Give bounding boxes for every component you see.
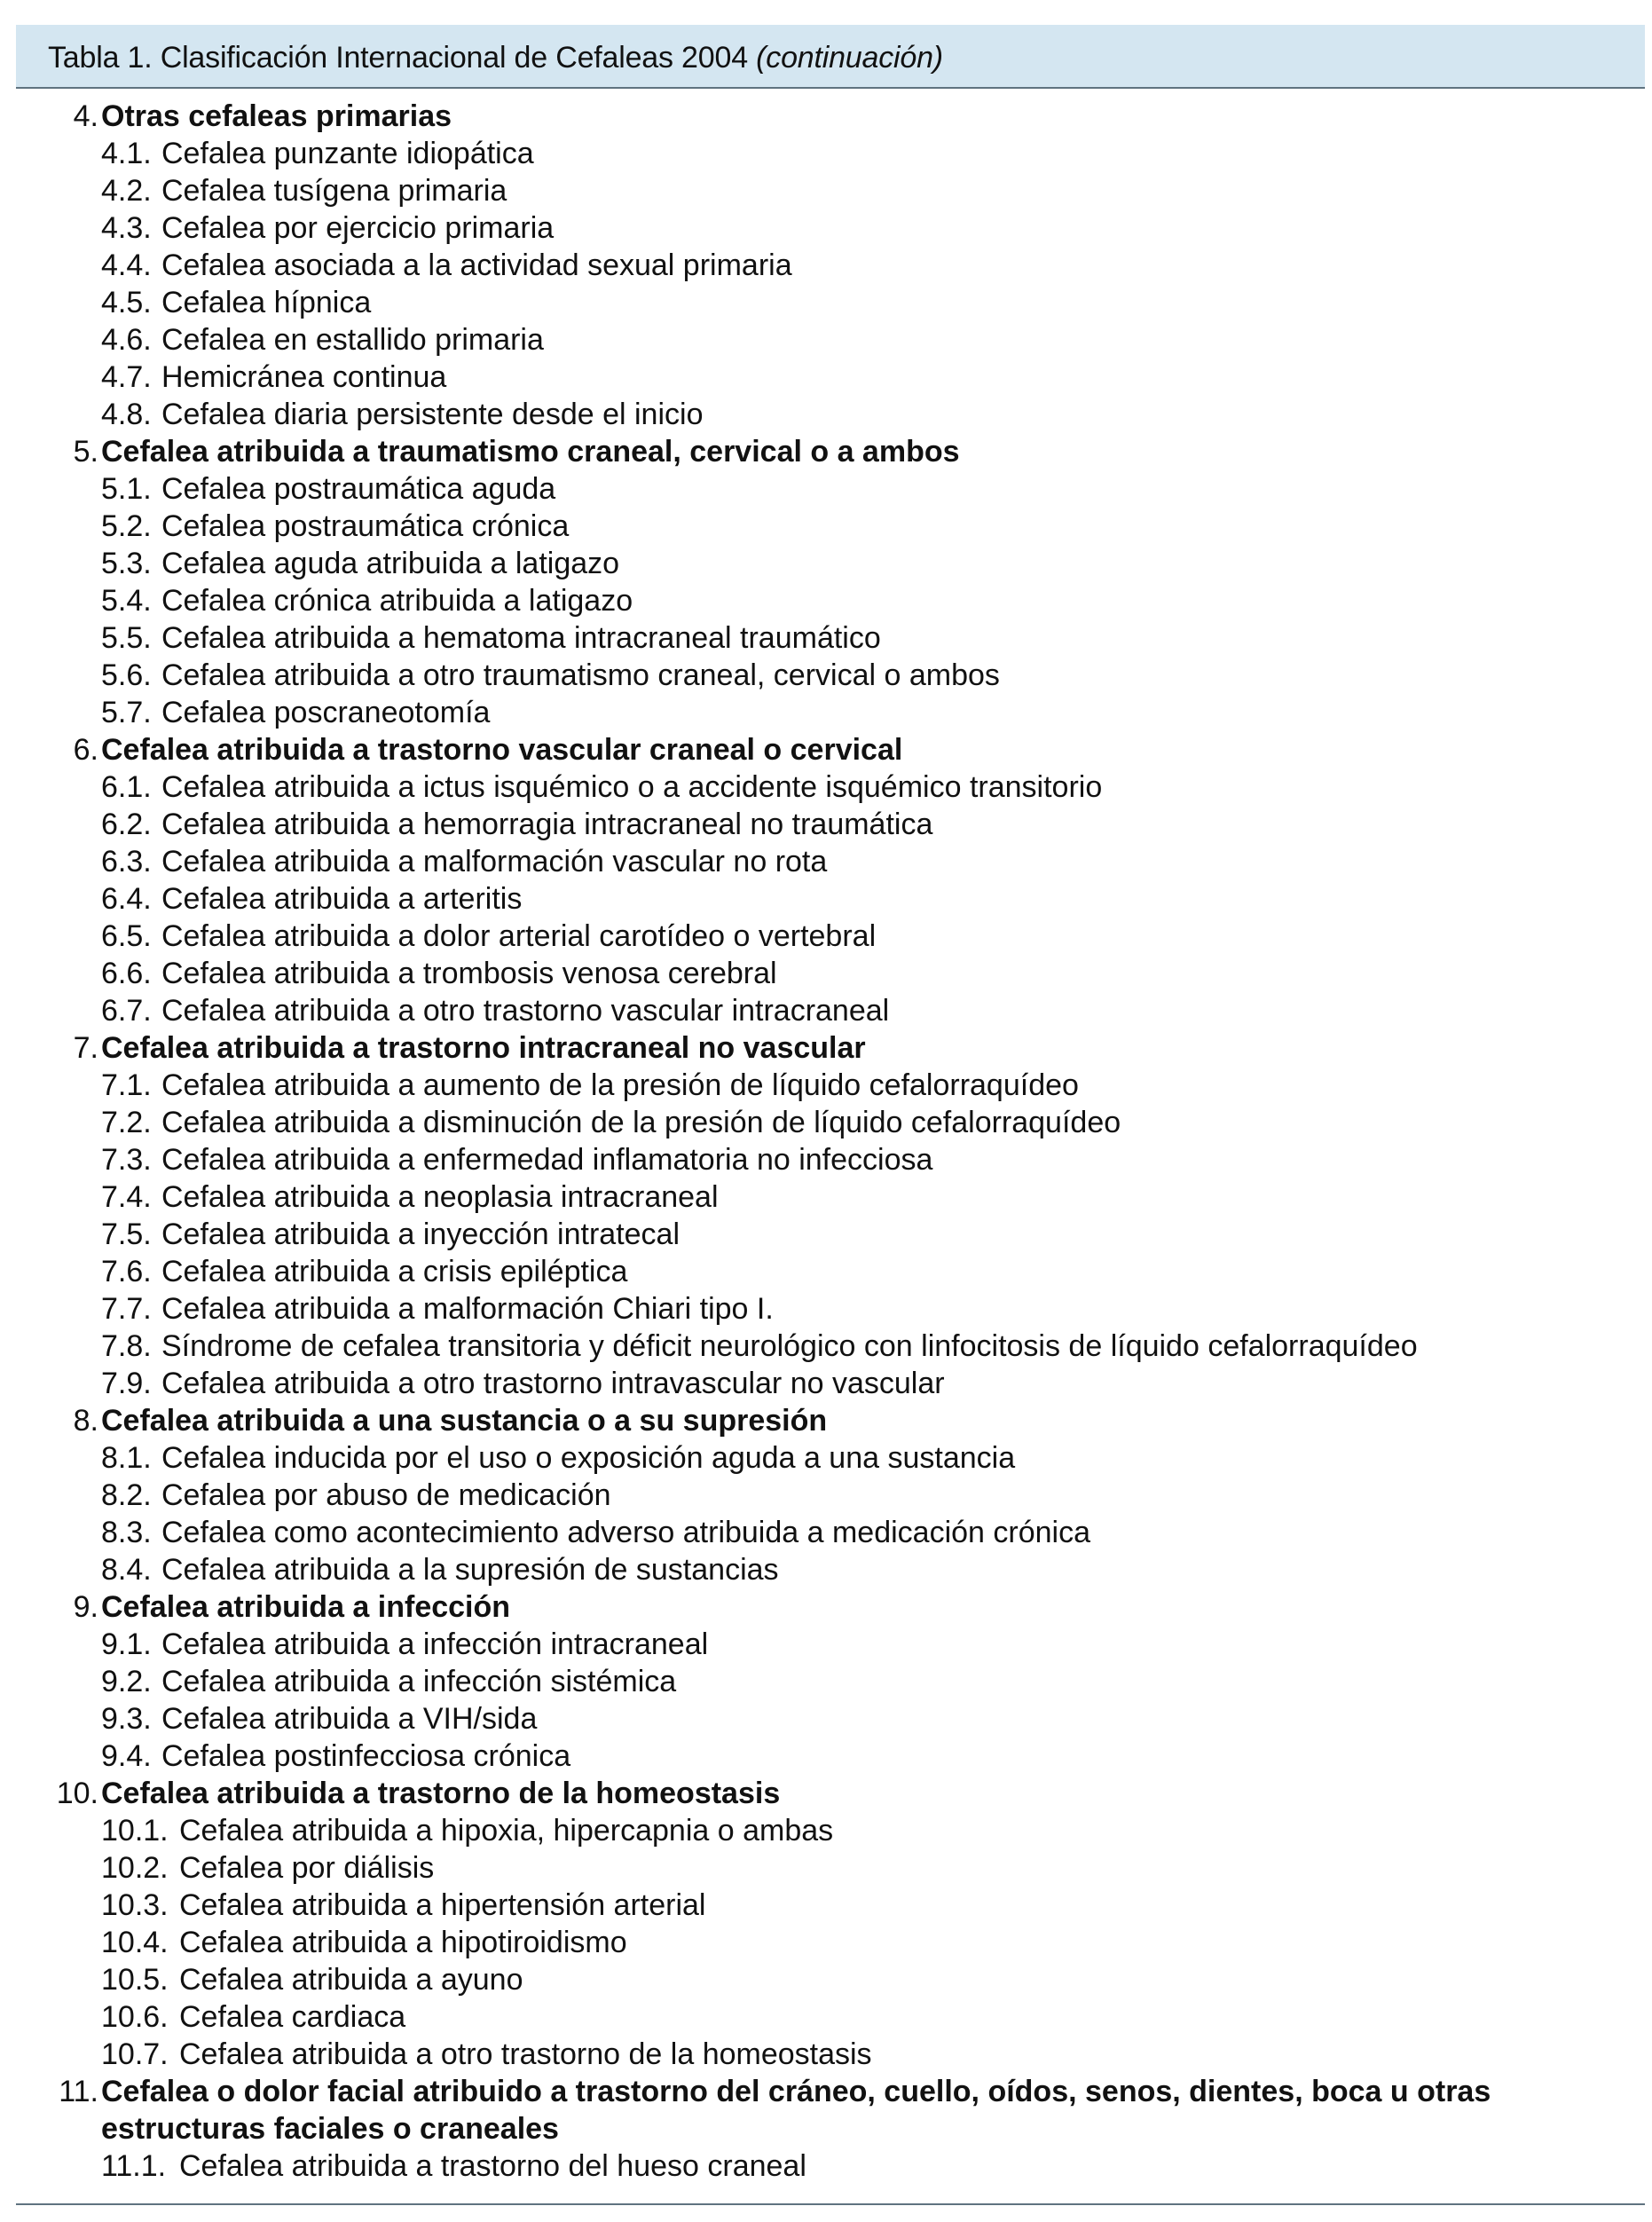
list-item bbox=[16, 806, 1645, 843]
table-continuation: (continuación) bbox=[756, 41, 943, 75]
item-text: Cefalea inducida por el uso o exposición aguda a una sustancia bbox=[161, 1441, 1016, 1475]
list-item bbox=[16, 2036, 1645, 2073]
section bbox=[16, 1029, 1645, 1402]
item-number: 7.1. bbox=[101, 1068, 152, 1102]
list-item bbox=[16, 955, 1645, 992]
list-item bbox=[16, 1514, 1645, 1551]
item-number: 10.3. bbox=[101, 1888, 169, 1922]
item-number: 5.7. bbox=[101, 696, 152, 729]
item-text: Cefalea poscraneotomía bbox=[161, 696, 491, 729]
item-number: 9.2. bbox=[101, 1665, 152, 1698]
list-item bbox=[16, 1439, 1645, 1477]
section bbox=[16, 731, 1645, 1029]
item-text: Cefalea atribuida a infección intracraneal bbox=[161, 1627, 709, 1661]
item-number: 6.6. bbox=[101, 957, 152, 990]
item-number: 5.5. bbox=[101, 621, 152, 655]
item-number: 8.3. bbox=[101, 1516, 152, 1549]
section-heading bbox=[16, 1775, 1645, 1812]
item-number: 9.4. bbox=[101, 1739, 152, 1773]
list-item bbox=[16, 992, 1645, 1029]
item-number: 8.1. bbox=[101, 1441, 152, 1475]
item-text: Cefalea postraumática aguda bbox=[161, 472, 556, 506]
list-item bbox=[16, 396, 1645, 433]
item-number: 7.3. bbox=[101, 1143, 152, 1177]
item-text: Cefalea atribuida a enfermedad inflamatoria no infecciosa bbox=[161, 1143, 933, 1177]
section-number: 6. bbox=[73, 733, 98, 767]
list-item bbox=[16, 1178, 1645, 1216]
list-item bbox=[16, 843, 1645, 880]
list-item bbox=[16, 470, 1645, 508]
item-number: 7.8. bbox=[101, 1329, 152, 1363]
section-heading bbox=[16, 731, 1645, 768]
list-item bbox=[16, 1998, 1645, 2036]
section-heading bbox=[16, 1402, 1645, 1439]
section-title: Cefalea atribuida a trastorno vascular craneal o cervical bbox=[101, 733, 903, 767]
section bbox=[16, 2073, 1645, 2185]
item-text: Cefalea atribuida a otro trastorno de la homeostasis bbox=[179, 2037, 872, 2071]
item-text: Cefalea atribuida a la supresión de sustancias bbox=[161, 1553, 779, 1587]
list-item bbox=[16, 1328, 1645, 1365]
list-item bbox=[16, 1477, 1645, 1514]
item-text: Cefalea en estallido primaria bbox=[161, 323, 544, 357]
section-title: Cefalea o dolor facial atribuido a trastorno del cráneo, cuello, oídos, senos, dientes, boca u otras estructuras faciales o craneales bbox=[101, 2075, 1491, 2146]
item-text: Cefalea atribuida a otro trastorno intravascular no vascular bbox=[161, 1367, 945, 1400]
item-text: Cefalea como acontecimiento adverso atribuida a medicación crónica bbox=[161, 1516, 1091, 1549]
list-item bbox=[16, 619, 1645, 657]
list-item bbox=[16, 135, 1645, 172]
item-number: 6.7. bbox=[101, 994, 152, 1028]
list-item bbox=[16, 1700, 1645, 1737]
item-text: Cefalea atribuida a hipertensión arterial bbox=[179, 1888, 706, 1922]
item-text: Hemicránea continua bbox=[161, 360, 447, 394]
item-text: Cefalea atribuida a hipotiroidismo bbox=[179, 1926, 627, 1959]
item-number: 7.6. bbox=[101, 1255, 152, 1288]
item-number: 10.2. bbox=[101, 1851, 169, 1885]
list-item bbox=[16, 918, 1645, 955]
list-item bbox=[16, 1290, 1645, 1328]
item-number: 9.3. bbox=[101, 1702, 152, 1736]
item-number: 10.7. bbox=[101, 2037, 169, 2071]
list-item bbox=[16, 1737, 1645, 1775]
item-number: 6.2. bbox=[101, 808, 152, 841]
item-text: Cefalea atribuida a inyección intratecal bbox=[161, 1217, 680, 1251]
item-number: 4.4. bbox=[101, 248, 152, 282]
section-number: 9. bbox=[73, 1590, 98, 1624]
item-text: Cefalea atribuida a hipoxia, hipercapnia o ambas bbox=[179, 1814, 834, 1848]
item-text: Cefalea atribuida a neoplasia intracraneal bbox=[161, 1180, 719, 1214]
item-text: Cefalea atribuida a hemorragia intracraneal no traumática bbox=[161, 808, 933, 841]
item-number: 5.1. bbox=[101, 472, 152, 506]
section bbox=[16, 1775, 1645, 2073]
item-text: Cefalea atribuida a arteritis bbox=[161, 882, 523, 916]
list-item bbox=[16, 247, 1645, 284]
item-number: 6.4. bbox=[101, 882, 152, 916]
item-text: Cefalea atribuida a crisis epiléptica bbox=[161, 1255, 628, 1288]
item-number: 4.8. bbox=[101, 398, 152, 431]
section bbox=[16, 1402, 1645, 1588]
item-number: 10.1. bbox=[101, 1814, 169, 1848]
item-number: 4.7. bbox=[101, 360, 152, 394]
item-text: Cefalea atribuida a aumento de la presión de líquido cefalorraquídeo bbox=[161, 1068, 1079, 1102]
item-number: 4.2. bbox=[101, 174, 152, 208]
item-text: Cefalea atribuida a VIH/sida bbox=[161, 1702, 538, 1736]
list-item bbox=[16, 1253, 1645, 1290]
item-text: Cefalea por abuso de medicación bbox=[161, 1478, 611, 1512]
item-number: 4.1. bbox=[101, 137, 152, 170]
item-number: 7.7. bbox=[101, 1292, 152, 1326]
item-number: 5.2. bbox=[101, 509, 152, 543]
section-heading bbox=[16, 2073, 1645, 2147]
item-number: 10.4. bbox=[101, 1926, 169, 1959]
section-heading bbox=[16, 433, 1645, 470]
item-number: 5.6. bbox=[101, 658, 152, 692]
item-text: Cefalea atribuida a infección sistémica bbox=[161, 1665, 677, 1698]
item-text: Cefalea atribuida a trastorno del hueso craneal bbox=[179, 2149, 806, 2183]
section-number: 11. bbox=[59, 2075, 98, 2108]
item-number: 4.6. bbox=[101, 323, 152, 357]
list-item bbox=[16, 1365, 1645, 1402]
list-item bbox=[16, 1067, 1645, 1104]
item-text: Cefalea aguda atribuida a latigazo bbox=[161, 547, 620, 580]
item-text: Cefalea hípnica bbox=[161, 286, 372, 319]
list-item bbox=[16, 657, 1645, 694]
list-item bbox=[16, 172, 1645, 209]
item-number: 4.3. bbox=[101, 211, 152, 245]
item-number: 9.1. bbox=[101, 1627, 152, 1661]
list-item bbox=[16, 768, 1645, 806]
section-title: Cefalea atribuida a una sustancia o a su supresión bbox=[101, 1404, 828, 1438]
section bbox=[16, 1588, 1645, 1775]
item-number: 6.5. bbox=[101, 919, 152, 953]
list-item bbox=[16, 1141, 1645, 1178]
item-text: Cefalea diaria persistente desde el inicio bbox=[161, 398, 704, 431]
list-item bbox=[16, 545, 1645, 582]
list-item bbox=[16, 880, 1645, 918]
section-heading bbox=[16, 98, 1645, 135]
table-title: Tabla 1. Clasificación Internacional de Cefaleas 2004 bbox=[48, 41, 748, 75]
section-heading bbox=[16, 1588, 1645, 1626]
section-number: 10. bbox=[56, 1777, 98, 1810]
section-number: 4. bbox=[73, 99, 98, 133]
list-item bbox=[16, 1626, 1645, 1663]
list-item bbox=[16, 2147, 1645, 2185]
item-text: Cefalea postraumática crónica bbox=[161, 509, 570, 543]
item-number: 5.3. bbox=[101, 547, 152, 580]
list-item bbox=[16, 1551, 1645, 1588]
item-number: 6.3. bbox=[101, 845, 152, 879]
section-title: Cefalea atribuida a traumatismo craneal, cervical o a ambos bbox=[101, 435, 960, 469]
section bbox=[16, 98, 1645, 433]
item-number: 7.5. bbox=[101, 1217, 152, 1251]
bottom-rule bbox=[16, 2203, 1645, 2205]
list-item bbox=[16, 1961, 1645, 1998]
item-text: Cefalea tusígena primaria bbox=[161, 174, 507, 208]
item-text: Síndrome de cefalea transitoria y déficit neurológico con linfocitosis de líquido cefalorraquídeo bbox=[161, 1329, 1418, 1363]
item-number: 6.1. bbox=[101, 770, 152, 804]
section-number: 5. bbox=[73, 435, 98, 469]
section-heading bbox=[16, 1029, 1645, 1067]
item-text: Cefalea punzante idiopática bbox=[161, 137, 534, 170]
item-text: Cefalea por ejercicio primaria bbox=[161, 211, 555, 245]
item-text: Cefalea atribuida a ayuno bbox=[179, 1963, 523, 1997]
list-item bbox=[16, 1104, 1645, 1141]
item-text: Cefalea atribuida a disminución de la presión de líquido cefalorraquídeo bbox=[161, 1106, 1121, 1139]
item-number: 4.5. bbox=[101, 286, 152, 319]
list-item bbox=[16, 694, 1645, 731]
item-number: 10.6. bbox=[101, 2000, 169, 2034]
item-text: Cefalea postinfecciosa crónica bbox=[161, 1739, 571, 1773]
section bbox=[16, 433, 1645, 731]
item-text: Cefalea cardiaca bbox=[179, 2000, 406, 2034]
item-text: Cefalea atribuida a otro trastorno vascular intracraneal bbox=[161, 994, 890, 1028]
table-header bbox=[16, 25, 1645, 89]
section-title: Cefalea atribuida a trastorno de la homeostasis bbox=[101, 1777, 781, 1810]
item-number: 7.2. bbox=[101, 1106, 152, 1139]
list-item bbox=[16, 1887, 1645, 1924]
item-text: Cefalea atribuida a otro traumatismo craneal, cervical o ambos bbox=[161, 658, 1000, 692]
list-item bbox=[16, 359, 1645, 396]
item-text: Cefalea atribuida a hematoma intracraneal traumático bbox=[161, 621, 881, 655]
item-text: Cefalea atribuida a malformación vascular no rota bbox=[161, 845, 828, 879]
section-title: Cefalea atribuida a infección bbox=[101, 1590, 511, 1624]
item-number: 11.1. bbox=[101, 2149, 167, 2183]
item-number: 7.4. bbox=[101, 1180, 152, 1214]
item-number: 8.2. bbox=[101, 1478, 152, 1512]
list-item bbox=[16, 1812, 1645, 1849]
list-item bbox=[16, 1924, 1645, 1961]
item-text: Cefalea asociada a la actividad sexual primaria bbox=[161, 248, 792, 282]
list-item bbox=[16, 284, 1645, 321]
section-number: 8. bbox=[73, 1404, 98, 1438]
item-text: Cefalea atribuida a trombosis venosa cerebral bbox=[161, 957, 777, 990]
section-title: Otras cefaleas primarias bbox=[101, 99, 452, 133]
item-text: Cefalea atribuida a ictus isquémico o a accidente isquémico transitorio bbox=[161, 770, 1103, 804]
item-text: Cefalea crónica atribuida a latigazo bbox=[161, 584, 633, 618]
item-text: Cefalea atribuida a malformación Chiari tipo I. bbox=[161, 1292, 774, 1326]
section-title: Cefalea atribuida a trastorno intracraneal no vascular bbox=[101, 1031, 866, 1065]
section-number: 7. bbox=[73, 1031, 98, 1065]
item-number: 8.4. bbox=[101, 1553, 152, 1587]
item-number: 10.5. bbox=[101, 1963, 169, 1997]
table-caption bbox=[48, 41, 943, 75]
list-item bbox=[16, 508, 1645, 545]
item-text: Cefalea por diálisis bbox=[179, 1851, 435, 1885]
list-item bbox=[16, 209, 1645, 247]
item-number: 5.4. bbox=[101, 584, 152, 618]
item-number: 7.9. bbox=[101, 1367, 152, 1400]
list-item bbox=[16, 582, 1645, 619]
classification-list bbox=[16, 98, 1645, 2185]
item-text: Cefalea atribuida a dolor arterial carotídeo o vertebral bbox=[161, 919, 877, 953]
list-item bbox=[16, 321, 1645, 359]
list-item bbox=[16, 1216, 1645, 1253]
list-item bbox=[16, 1663, 1645, 1700]
list-item bbox=[16, 1849, 1645, 1887]
